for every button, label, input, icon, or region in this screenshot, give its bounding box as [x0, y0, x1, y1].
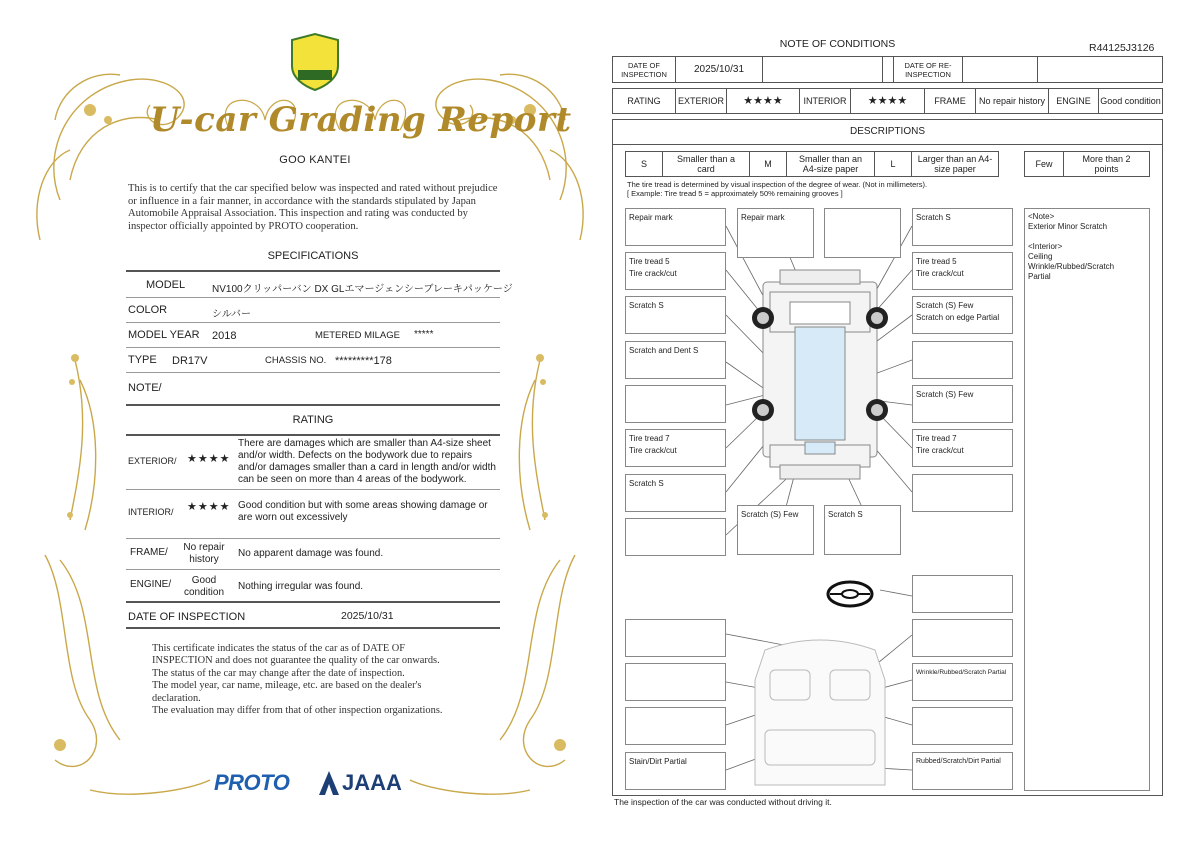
divider — [126, 372, 500, 373]
condition-box-right: Tire tread 5 Tire crack/cut — [912, 252, 1013, 290]
interior-box-right — [912, 707, 1013, 745]
engine-value: Good condition — [1098, 88, 1163, 114]
divider — [126, 538, 500, 539]
condition-box-left: Tire tread 5 Tire crack/cut — [625, 252, 726, 290]
footer-line: This certificate indicates the status of the car as of DATE OF — [152, 643, 406, 654]
interior-box-right — [912, 619, 1013, 657]
footer-line: The model year, car name, mileage, etc. are based on the dealer's — [152, 680, 422, 692]
goo-kantei-logo — [288, 32, 342, 92]
interior-box-right: Wrinkle/Rubbed/Scratch Partial — [912, 663, 1013, 701]
condition-box-right — [912, 474, 1013, 512]
divider — [126, 489, 500, 490]
footer-text — [152, 643, 482, 717]
condition-box-right: Scratch S — [912, 208, 1013, 246]
note-line: Ceiling — [1028, 252, 1053, 261]
interior-desc: Good condition but with some areas showing damage or are worn out excessively — [238, 500, 488, 523]
interior-box-right: Rubbed/Scratch/Dirt Partial — [912, 752, 1013, 790]
type-value: DR17V — [172, 355, 208, 367]
interior-box-left — [625, 619, 726, 657]
mileage-label: METERED MILAGE — [315, 330, 400, 341]
jaaa-logo: JAAA — [342, 770, 402, 795]
type-label: TYPE — [128, 354, 157, 366]
condition-box-left: Repair mark — [625, 208, 726, 246]
note-line: <Interior> — [1028, 242, 1063, 251]
color-value: シルバー — [212, 309, 252, 320]
note-of-conditions — [600, 0, 1200, 848]
note-line: <Note> — [1028, 212, 1055, 221]
engine-label: ENGINE/ — [130, 579, 172, 590]
condition-box-top: Repair mark — [737, 208, 814, 258]
reinspection-label: DATE OF RE-INSPECTION — [893, 56, 963, 83]
interior-label: INTERIOR — [799, 88, 851, 114]
mileage-value: ***** — [414, 329, 434, 340]
jaaa-mark-icon — [318, 770, 340, 796]
tire-note: The tire tread is determined by visual inspection of the degree of wear. (Not in millimeters). — [627, 180, 928, 189]
condition-box-right: Scratch (S) Few Scratch on edge Partial — [912, 296, 1013, 334]
engine-desc: Nothing irregular was found. — [238, 581, 364, 592]
frame-value: No repair history — [975, 88, 1049, 114]
condition-box-left: Scratch S — [625, 296, 726, 334]
note-title: NOTE OF CONDITIONS — [779, 38, 896, 50]
legend-l-code: L — [874, 151, 912, 177]
frame-value: No repair history — [183, 542, 225, 565]
legend-s-code: S — [625, 151, 663, 177]
rating-label: RATING — [612, 88, 676, 114]
model-year-value: 2018 — [212, 330, 237, 342]
divider — [126, 404, 500, 406]
footer-line: The status of the car may change after the date of inspection. — [152, 667, 405, 679]
exterior-stars: ★★★★ — [726, 88, 800, 114]
condition-box-right — [912, 341, 1013, 379]
exterior-label: EXTERIOR/ — [128, 456, 177, 466]
engine-label: ENGINE — [1048, 88, 1099, 114]
report-code: R44125J3126 — [1089, 42, 1155, 54]
date-label: DATE OF INSPECTION — [128, 611, 246, 623]
engine-value: Good condition — [183, 575, 225, 598]
note-line: Partial — [1028, 272, 1051, 281]
divider — [126, 347, 500, 348]
condition-box-left — [625, 385, 726, 423]
note-footer: The inspection of the car was conducted without driving it. — [614, 797, 832, 807]
interior-box-left — [625, 663, 726, 701]
certify-text: This is to certify that the car specified below was inspected and rated without prejudice or influence in a fair manner, in accordance with the standards stipulated by Japan Automobile Appraisal Association. This inspection and rating was conducted by inspector officially appointed by PROTO cooperation. — [128, 183, 498, 232]
side-note-box — [1024, 208, 1150, 791]
chassis-label: CHASSIS NO. — [265, 355, 327, 366]
divider — [126, 434, 500, 436]
chassis-value: *********178 — [335, 355, 392, 367]
exterior-label: EXTERIOR — [675, 88, 727, 114]
divider — [126, 601, 500, 603]
tire-example: [ Example: Tire tread 5 = approximately 50% remaining grooves ] — [627, 189, 843, 198]
report-title: U-car Grading Report — [150, 100, 572, 140]
model-year-label: MODEL YEAR — [128, 329, 200, 341]
model-label: MODEL — [146, 279, 186, 291]
legend-m-code: M — [749, 151, 787, 177]
interior-label: INTERIOR/ — [128, 507, 174, 517]
color-label: COLOR — [128, 304, 168, 316]
condition-box-left — [625, 518, 726, 556]
exterior-desc: There are damages which are smaller than A4-size sheet and/or width. Defects on the bodywork due to repairs and/or damages smaller than a card in length and/or width can be seen on more than 4 areas of the bodywork. — [238, 438, 496, 485]
frame-label: FRAME/ — [130, 547, 168, 558]
rating-heading: RATING — [292, 414, 334, 426]
condition-box-bottom: Scratch S — [824, 505, 901, 555]
interior-stars: ★★★★ — [187, 501, 231, 513]
interior-stars: ★★★★ — [850, 88, 925, 114]
divider — [126, 297, 500, 298]
divider — [126, 569, 500, 570]
interior-box-left — [625, 707, 726, 745]
footer-line: declaration. — [152, 692, 201, 704]
interior-box-right — [912, 575, 1013, 613]
legend-s-text: Smaller than a card — [662, 151, 750, 177]
footer-line: The evaluation may differ from that of other inspection organizations. — [152, 705, 443, 717]
date-value: 2025/10/31 — [675, 56, 763, 83]
legend-l-text: Larger than an A4-size paper — [911, 151, 999, 177]
note-spacer — [1028, 232, 1146, 242]
legend-m-text: Smaller than an A4-size paper — [786, 151, 875, 177]
condition-box-left: Scratch and Dent S — [625, 341, 726, 379]
condition-box-top — [824, 208, 901, 258]
legend-few-text: More than 2 points — [1063, 151, 1150, 177]
issuer-name: GOO KANTEI — [279, 154, 351, 166]
descriptions-heading: DESCRIPTIONS — [612, 119, 1163, 145]
note-line: Exterior Minor Scratch — [1028, 222, 1108, 231]
condition-box-left: Tire tread 7 Tire crack/cut — [625, 429, 726, 467]
legend-few-code: Few — [1024, 151, 1064, 177]
proto-logo: PROTO — [214, 770, 290, 795]
footer-line: INSPECTION and does not guarantee the quality of the car onwards. — [152, 655, 440, 667]
date-label: DATE OF INSPECTION — [612, 56, 676, 83]
note-label: NOTE/ — [128, 382, 162, 394]
exterior-stars: ★★★★ — [187, 453, 231, 465]
specs-heading: SPECIFICATIONS — [267, 250, 359, 262]
steering-wheel-icon — [828, 582, 872, 606]
condition-box-right: Tire tread 7 Tire crack/cut — [912, 429, 1013, 467]
divider — [126, 627, 500, 629]
divider — [126, 270, 500, 272]
condition-box-left: Scratch S — [625, 474, 726, 512]
divider — [126, 322, 500, 323]
condition-box-bottom: Scratch (S) Few — [737, 505, 814, 555]
date-value: 2025/10/31 — [341, 610, 394, 622]
frame-label: FRAME — [924, 88, 976, 114]
model-value: NV100クリッパーバン DX GLエマージェンシーブレーキパッケージ — [212, 284, 513, 295]
condition-box-right: Scratch (S) Few — [912, 385, 1013, 423]
frame-desc: No apparent damage was found. — [238, 548, 384, 559]
interior-box-left: Stain/Dirt Partial — [625, 752, 726, 790]
note-line: Wrinkle/Rubbed/Scratch — [1028, 262, 1115, 271]
